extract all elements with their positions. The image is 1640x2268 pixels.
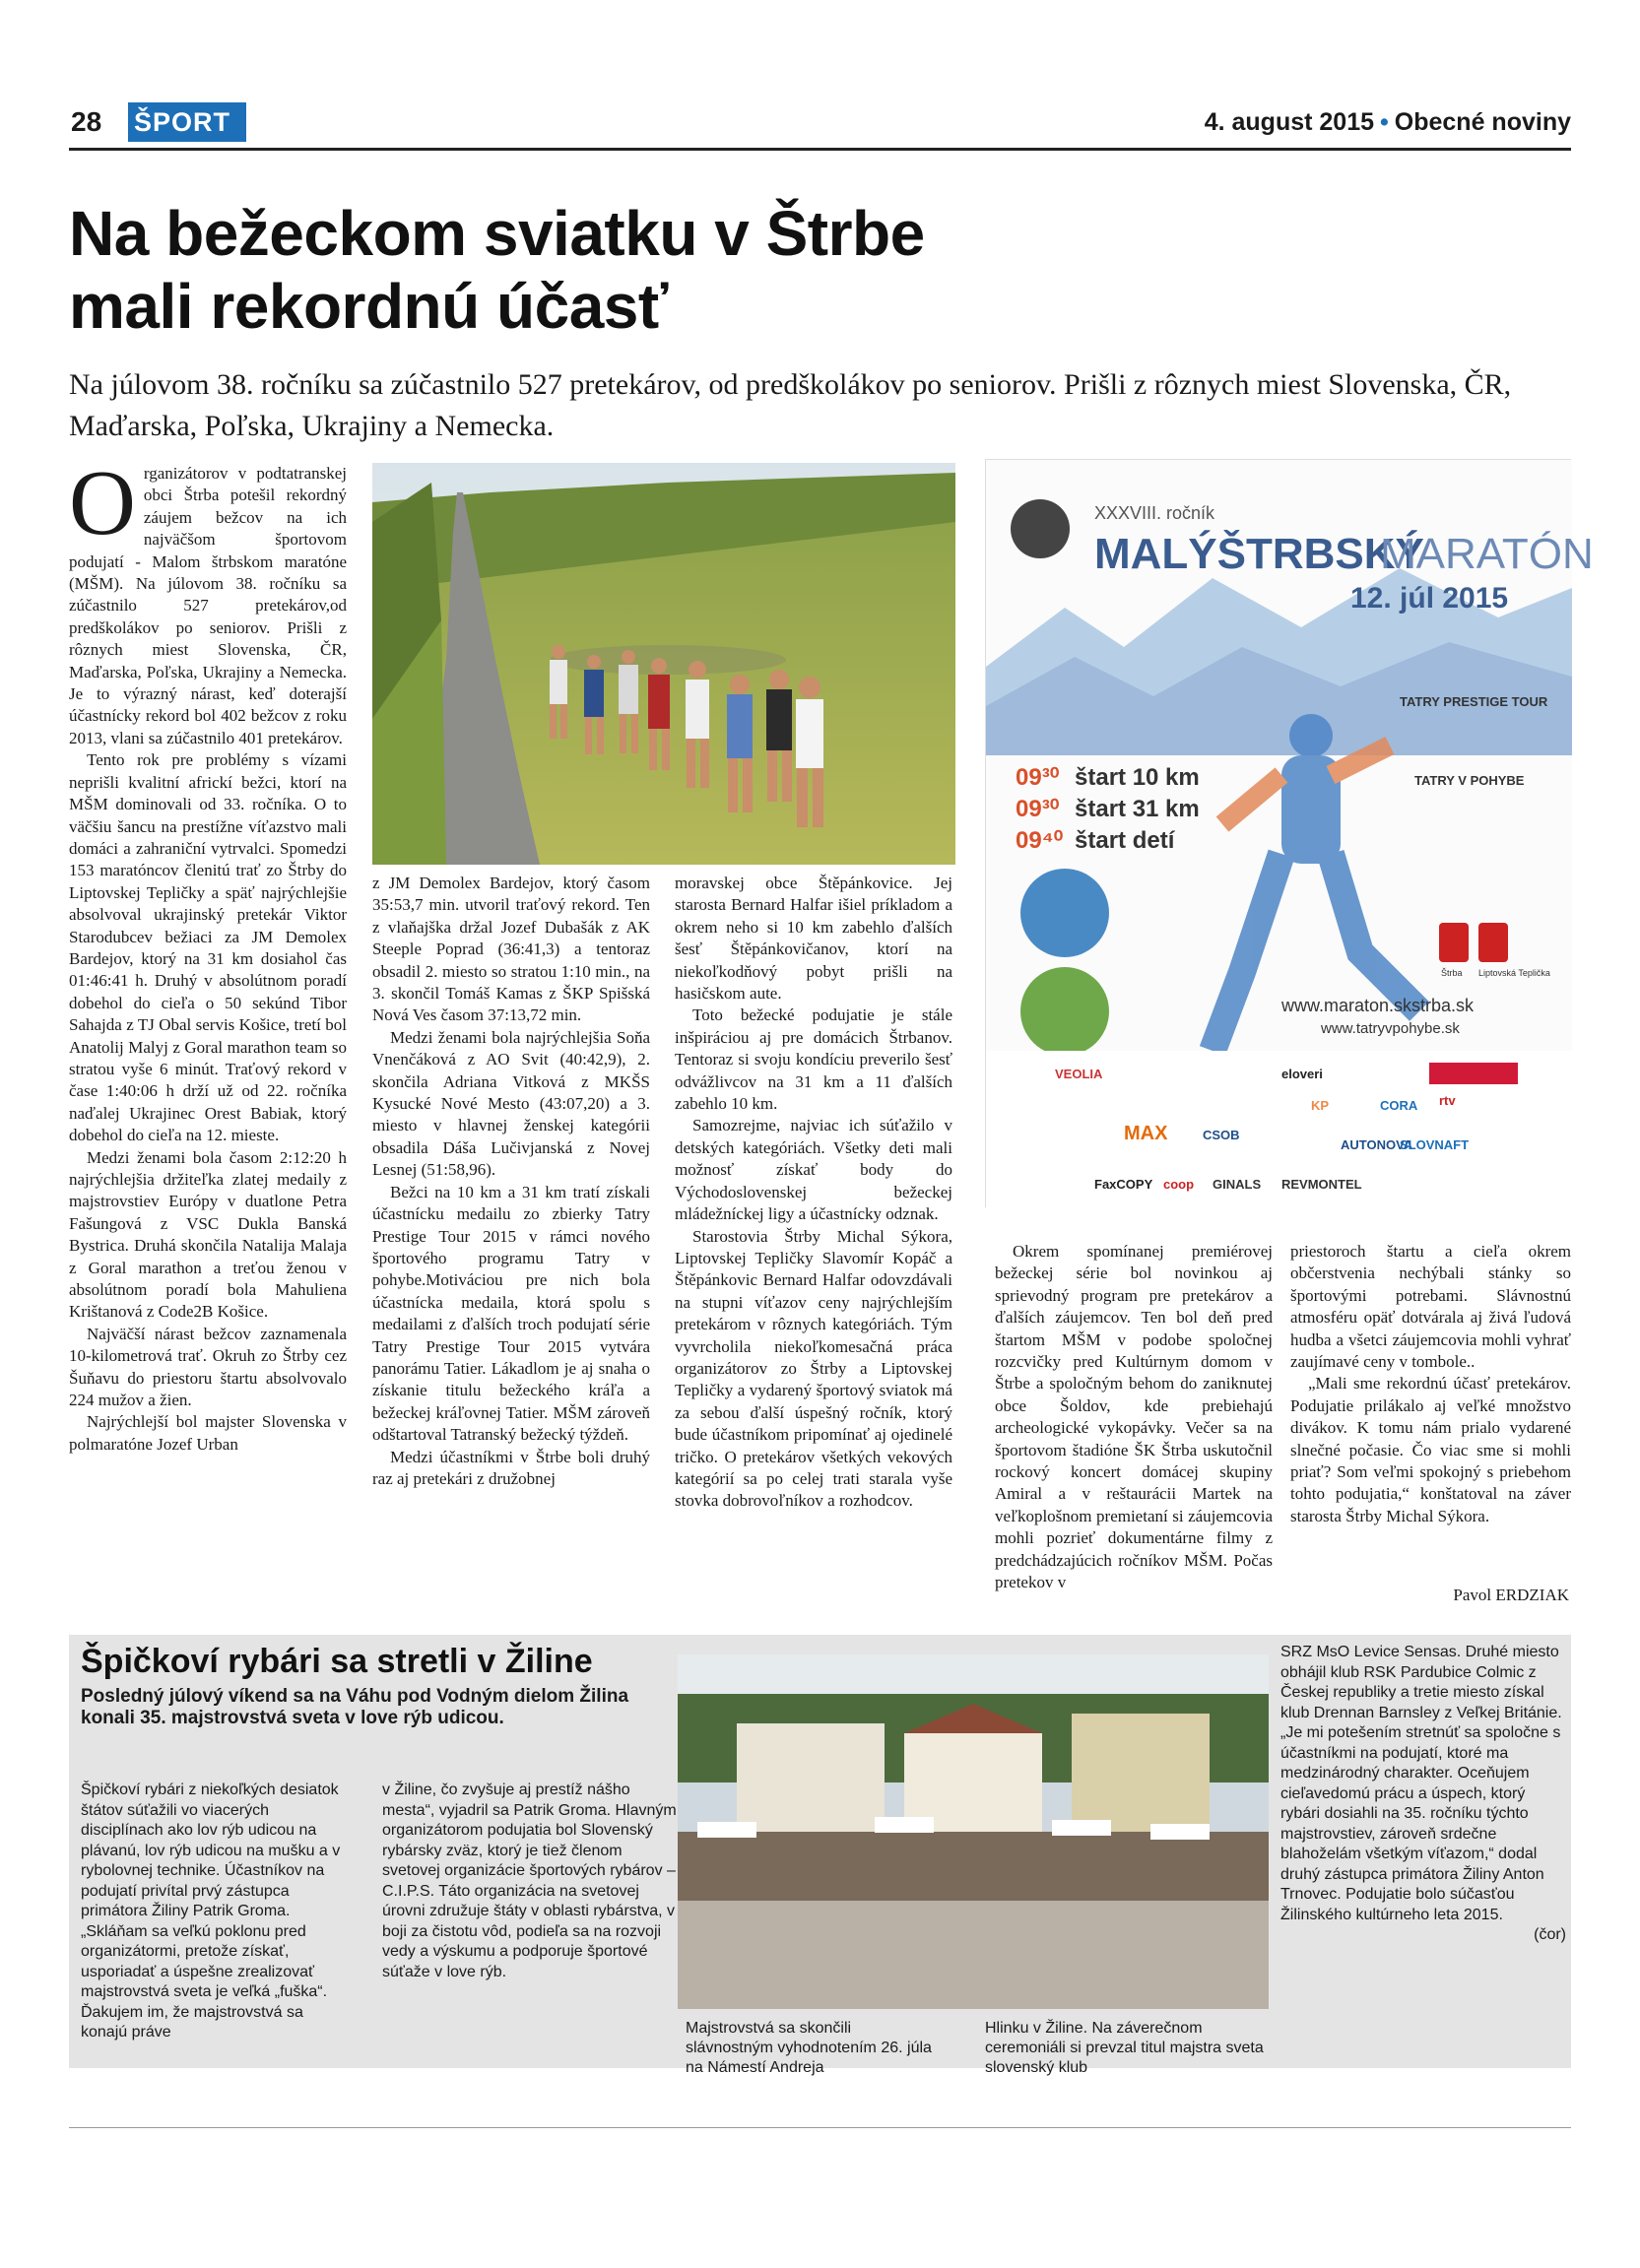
article-author: Pavol ERDZIAK bbox=[1453, 1586, 1569, 1604]
section-label: ŠPORT bbox=[128, 102, 246, 142]
start-label-2: štart 31 km bbox=[1075, 796, 1200, 822]
tour-label: TATRY PRESTIGE TOUR bbox=[1400, 694, 1548, 709]
article-column-5 bbox=[1290, 1241, 1571, 1556]
article-column-1 bbox=[69, 452, 347, 1605]
headline-line-2: mali rekordnú účasť bbox=[69, 271, 669, 342]
headline-line-1: Na bežeckom sviatku v Štrbe bbox=[69, 198, 925, 269]
sponsor: CSOB bbox=[1203, 1128, 1240, 1142]
sponsor: MAX bbox=[1124, 1123, 1168, 1144]
start-time-3: 09⁴⁰ bbox=[1016, 827, 1064, 854]
bottom-divider bbox=[69, 2127, 1571, 2128]
fishing-column-1: Špičkoví rybári z niekoľkých desiatok štátov súťažili vo viacerých disciplínach ako lov rýb udicou na plávanú, lov rýb udicou na mušku a v rybolovnej technike. Účastníkov na podujatí privítal prvý zástupca primátora Žiliny Patrik Groma. „Skláňam sa veľkú poklonu pred organizátormi, pretože získať, usporiadať a úspešne zrealizovať majstrovstvá sveta je veľká „fuška“. Ďakujem im, že majstrovstvá sa konajú práve bbox=[81, 1782, 341, 2041]
tatry-label: TATRY V POHYBE bbox=[1414, 773, 1525, 788]
town-1: Štrba bbox=[1441, 968, 1463, 978]
ceremony-photo bbox=[678, 1654, 1269, 2048]
paragraph: Medzi ženami bola časom 2:12:20 h najrýchlejšia držiteľka zlatej medaily z majstrovstiev Európy v duatlone Petra Fašungová z VSC Dukla Banská Bystrica. Druhá skončila Natalija Malaja z Goral marathon a treťou ženou v absolútnom poradí bola Mahuliena Krištanová z Code2B Košice. bbox=[69, 1147, 347, 1322]
sponsor: SLOVNAFT bbox=[1400, 1137, 1470, 1152]
paragraph: Toto bežecké podujatie je stále inšpiráciou aj pre domácich Štrbanov. Tentoraz si svoju kondíciu preverilo šesť odvážlivcov na 31 km a 11 ďalších zabehlo 10 km. bbox=[675, 1005, 952, 1114]
issue-date: 4. august 2015 bbox=[1204, 108, 1375, 136]
paragraph: priestoroch štartu a cieľa okrem občerstvenia nechýbali stánky so športovými potrebami. Slávnostnú atmosféru opäť dotvárala aj živá ľudová hudba a všetci záujemcovia mohli vyhrať zaujímavé ceny v tombole.. bbox=[1290, 1242, 1571, 1372]
paragraph: Najrýchlejší bol majster Slovenska v polmaratóne Jozef Urban bbox=[69, 1412, 347, 1454]
poster-date: 12. júl 2015 bbox=[1350, 582, 1509, 615]
paragraph: Najväčší nárast bežcov zaznamenala 10-kilometrová trať. Okruh zo Štrby cez Šuňavu do priestoru štartu absolvovalo 224 mužov a žien. bbox=[69, 1324, 347, 1410]
article-lead: Na júlovom 38. ročníku sa zúčastnilo 527 pretekárov, od predškolákov po seniorov. Prišli z rôznych miest Slovenska, ČR, Maďarska, Poľska, Ukrajiny a Nemecka. bbox=[69, 368, 1512, 442]
photo-caption-2: Hlinku v Žiline. Na záverečnom ceremoniáli si prevzal titul majstra sveta slovenský klub bbox=[985, 2020, 1264, 2076]
header-divider bbox=[69, 148, 1571, 151]
masthead-info bbox=[1205, 108, 1571, 137]
sponsor: coop bbox=[1163, 1177, 1195, 1192]
sponsor: AUTONOVA bbox=[1341, 1137, 1413, 1152]
sponsor: rtv bbox=[1439, 1093, 1456, 1108]
separator: • bbox=[1380, 108, 1389, 136]
sponsor: GINALS bbox=[1213, 1177, 1262, 1192]
marathon-poster bbox=[985, 459, 1594, 1207]
fishing-signature: (čor) bbox=[1534, 1926, 1566, 1943]
paragraph: moravskej obce Štěpánkovice. Jej starosta Bernard Halfar išiel príkladom a okrem neho si 10 km zabehlo ďalších šesť Štěpánkovičanov, ktorí na niekoľkodňový pobyt prišli na hasičskom aute. bbox=[675, 874, 952, 1004]
fishing-column-3: SRZ MsO Levice Sensas. Druhé miesto obhájil klub RSK Pardubice Colmic z Českej republiky a tretie miesto získal klub Drennan Barnsley z Veľkej Británie. „Je mi potešením stretnúť sa spoločne s účastníkmi na podujatí, ktoré ma medzinárodný charakter. Oceňujem cieľavedomú prácu a úspech, ktorý rybári dosiahli na 35. ročníku týchto majstrovstiev, zároveň srdečne blahoželám všetkým víťazom,“ dodal druhý zástupca primátora Žiliny Anton Trnovec. Podujatie bolo súčasťou Žilinského kultúrneho leta 2015. (čor) bbox=[1280, 1643, 1566, 1946]
poster-edition: XXXVIII. ročník bbox=[1094, 503, 1215, 523]
sponsor: eloveri bbox=[1281, 1067, 1323, 1081]
town-2: Liptovská Teplička bbox=[1478, 968, 1550, 978]
fishing-lead: Posledný júlový víkend sa na Váhu pod Vodným dielom Žilina konali 35. majstrovstvá sveta v love rýb udicou. bbox=[81, 1686, 629, 1728]
paragraph: Medzi ženami bola najrýchlejšia Soňa Vnenčáková z AO Svit (40:42,9), 2. skončila Adriana Vitková z MKŠS Kysucké Nové Mesto (43:07,20) a 3. miesto v hlavnej ženskej kategórii obsadila Dáša Lučivjanská z Novej Lesnej (51:58,96). bbox=[372, 1027, 650, 1180]
paragraph: Bežci na 10 km a 31 km tratí získali účastnícku medailu zo zbierky Tatry Prestige Tour 2015 v rámci nového športového programu Tatry v pohybe.Motiváciou pre nich bola účastnícka medaila, ktorá spolu s medailami z ďalších troch podujatí série Tatry Prestige Tour 2015 vytvára panorámu Tatier. Lákadlom je aj snaha o získanie titulu bežeckého kráľa a bežeckej kráľovnej Tatier. MŠM zároveň odštartoval Tatranský bežecký týždeň. bbox=[372, 1182, 650, 1445]
drop-cap: O bbox=[69, 452, 136, 554]
fishing-column-2: v Žiline, čo zvyšuje aj prestíž nášho mesta“, vyjadril sa Patrik Groma. Hlavným organizátorom podujatia bol Slovenský rybársky zväz, ktorý je tiež členom svetovej organizácie športových rybárov – C.I.P.S. Táto organizácia na svetovej úrovni združuje štáty v oblasti rybárstva, v boji za čistotu vôd, podieľa sa na rozvoji vedy a výskumu a podporuje športové súťaže v love rýb. bbox=[382, 1782, 677, 1980]
sponsor: CORA bbox=[1380, 1098, 1418, 1113]
paragraph: Tento rok pre problémy s vízami neprišli kvalitní africkí bežci, ktorí na MŠM dominovali od 33. ročníka. O to väčšiu šancu na prestížne víťazstvo mali domáci a zahraniční vytrvalci. Spomedzi 153 maratóncov členitú trať zo Štrby do Liptovskej Tepličky a späť najrýchlejšie absolvoval ukrajinský pretekár Viktor Starodubcev bežiaci za JM Demolex Bardejov, ktorý na 31 km dosiahol čas 01:46:41 h. Druhý v absolútnom poradí dobehol do cieľa o 50 sekúnd Tibor Sahajda z TJ Obal servis Košice, tretí bol Anatolij Malyj z Goral marathon team so stratou vyše 6 minút. Traťový rekord v čase 1:40:06 h drží už od 22. ročníka naďalej Ukrajinec Orest Babiak, ktorý dobehol do cieľa na 12. mieste. bbox=[69, 750, 347, 1145]
runners-photo bbox=[372, 463, 955, 865]
paragraph: Starostovia Štrby Michal Sýkora, Liptovskej Tepličky Slavomír Kopáč a Štěpánkovic Bernard Halfar odovzdávali na stupni víťazov ceny najrýchlejším pretekárom v rôznych kategóriách. Tým vyvrcholila niekoľkomesačná práca organizátorov zo Štrby a Liptovskej Tepličky a vydarený športový sviatok má za sebou ďalší úspešný ročník, ktorý bude účastníkom pripomínať aj ojedinelé tričko. O pretekárov všetkých vekových kategórií sa po celej trati starala vyše stovka dobrovoľníkov a rozhodcov. bbox=[675, 1226, 952, 1511]
start-label-1: štart 10 km bbox=[1075, 764, 1200, 791]
paragraph: Okrem spomínanej premiérovej bežeckej série bol novinkou aj sprievodný program pre pretekárov a ďalších záujemcov. Ten bol deň pred štartom MŠM v podobe spoločnej rozcvičky pred Kultúrnym domom v Štrbe a spoločným behom do zaniknutej obce Šoldov, kde prebiehajú archeologické vykopávky. Večer sa na športovom štadióne ŠK Štrba uskutočnil rockový koncert domácej skupiny Amiral a v reštaurácii Martek na veľkoplošnom premietaní si záujemcovia mohli pozrieť dokumentárne filmy z predchádzajúcich ročníkov MŠM. Počas pretekov v bbox=[995, 1242, 1273, 1592]
paragraph: Samozrejme, najviac ich súťažilo v detských kategóriách. Všetky deti mali možnosť získať body do Východoslovenskej bežeckej mládežníckej ligy a účastnícky odznak. bbox=[675, 1116, 952, 1224]
publication-name: Obecné noviny bbox=[1394, 108, 1571, 136]
poster-title-bold: MALÝŠTRBSKÝ bbox=[1094, 530, 1424, 578]
poster-url-1: www.maraton.skstrba.sk bbox=[1281, 996, 1475, 1015]
paragraph: „Mali sme rekordnú účasť pretekárov. Podujatie prilákalo aj veľké množstvo divákov. K tomu nám prialo vydarené slnečné počasie. Čo viac sme si mohli priať? Som veľmi spokojný s priebehom tohto podujatia,“ konštatoval na záver starosta Štrby Michal Sýkora. bbox=[1290, 1374, 1571, 1525]
poster-title-light: MARATÓN bbox=[1380, 530, 1594, 578]
paragraph: Organizátorov v podtatranskej obci Štrba potešil rekordný záujem bežcov na ich najväčšom športovom podujatí - Malom štrbskom maratóne (MŠM). Na júlovom 38. ročníku sa zúčastnilo 527 pretekárov,od predškolákov po seniorov. Prišli z rôznych miest Slovenska, ČR, Maďarska, Poľska, Ukrajiny a Nemecka. Je to výrazný nárast, keď doterajší účastnícky rekord bol 402 bežcov z roku 2013, vlani sa zúčastnilo 401 pretekárov. bbox=[69, 452, 347, 747]
article-column-4 bbox=[995, 1241, 1273, 1605]
poster-url-2: www.tatryvpohybe.sk bbox=[1321, 1020, 1460, 1037]
article-column-3 bbox=[675, 873, 952, 1606]
sponsor: REVMONTEL bbox=[1281, 1177, 1362, 1192]
paragraph: Medzi účastníkmi v Štrbe boli druhý raz aj pretekári z družobnej bbox=[372, 1447, 650, 1488]
page-number: 28 bbox=[71, 106, 102, 137]
article-column-2 bbox=[372, 873, 650, 1606]
start-time-2: 09³⁰ bbox=[1016, 796, 1060, 822]
paragraph: z JM Demolex Bardejov, ktorý časom 35:53,7 min. utvoril traťový rekord. Ten z vlaňajška držal Jozef Dubašák z AK Steeple Poprad (36:41,3) a tentoraz obsadil 2. miesto so stratou 1:10 min., na 3. skončil Tomáš Kamas z ŠKP Spišská Nová Ves časom 37:13,72 min. bbox=[372, 874, 650, 1025]
start-time-1: 09³⁰ bbox=[1016, 764, 1060, 791]
photo-caption-1: Majstrovstvá sa skončili slávnostným vyhodnotením 26. júla na Námestí Andreja bbox=[686, 2020, 932, 2076]
fishing-headline: Špičkoví rybári sa stretli v Žiline bbox=[81, 1643, 593, 1680]
sponsor: FaxCOPY bbox=[1094, 1177, 1153, 1192]
sponsor: VEOLIA bbox=[1055, 1067, 1103, 1081]
start-label-3: štart detí bbox=[1075, 827, 1175, 854]
article-headline bbox=[69, 197, 1251, 343]
sponsor: KP bbox=[1311, 1098, 1330, 1113]
